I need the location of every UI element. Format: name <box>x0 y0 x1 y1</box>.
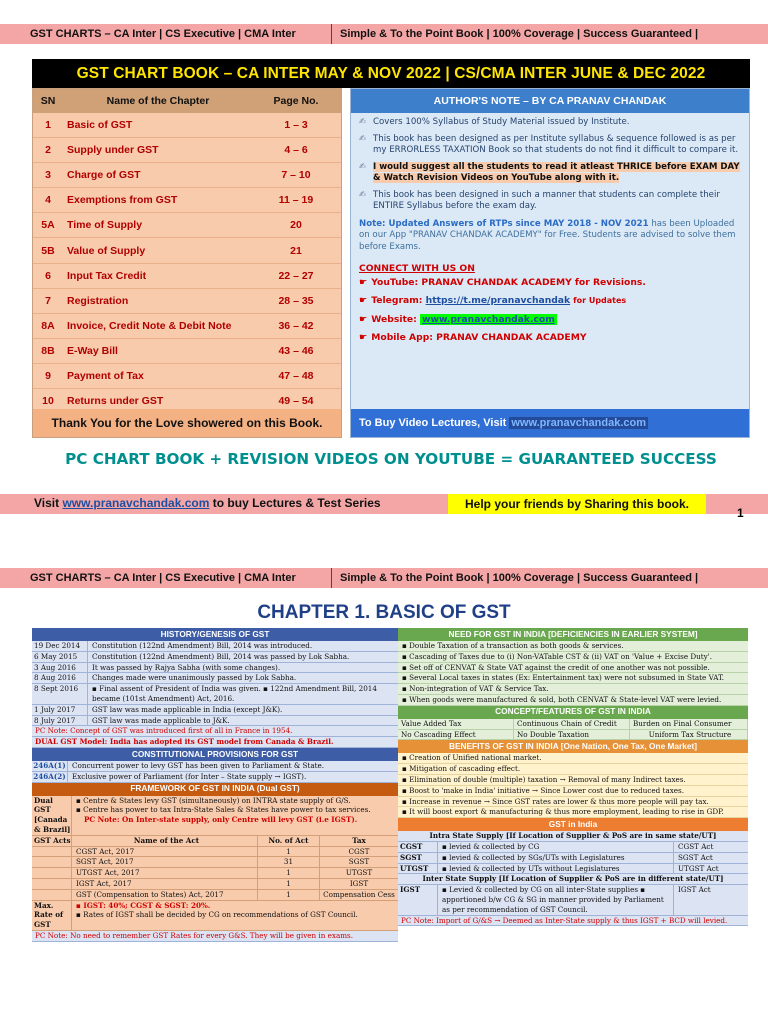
act-row <box>32 890 398 901</box>
history-text: Changes made were unanimously passed by Lok Sabha. <box>92 673 297 683</box>
website-link[interactable]: www.pranavchandak.com <box>421 313 555 325</box>
features-heading: CONCEPT/FEATURES OF GST IN INDIA <box>398 706 748 719</box>
need-point: ▪ Non-integration of VAT & Service Tax. <box>398 684 748 695</box>
toc-footer: Thank You for the Love showered on this Book. <box>33 409 341 437</box>
top-band-right: Simple & To the Point Book | 100% Coverage | Success Guaranteed | <box>340 28 699 40</box>
history-text: GST law was made applicable to J&K. <box>92 715 230 725</box>
history-date: 1 July 2017 <box>32 705 88 715</box>
chapter-sn: 9 <box>45 369 51 382</box>
act-tax: IGST <box>349 878 369 888</box>
chapter-page: 47 – 48 <box>278 369 314 382</box>
dual-gst-row: Dual GST [Canada & Brazil] ▪ Centre & States levy GST (simultaneously) on INTRA state supply of G/S. ▪ Centre has power to tax Intra-State Sales & States have power to tax services. PC Note: On Inter-state supply, only Centre will levy GST (i.e IGST). <box>32 796 398 836</box>
act-row <box>32 857 398 868</box>
benefit-point: ▪ Mitigation of cascading effect. <box>398 764 748 775</box>
hand-pointer-icon: ☛ <box>359 276 368 288</box>
benefit-point: ▪ Increase in revenue → Since GST rates are lower & thus more people will pay tax. <box>398 797 748 808</box>
author-note <box>350 88 750 438</box>
top-band <box>0 24 768 44</box>
history-rows <box>32 641 398 726</box>
intra-desc: ▪ levied & collected by SGs/UTs with Legislatures <box>438 853 674 863</box>
act-name: CGST Act, 2017 <box>72 847 258 857</box>
chapter-sn: 5B <box>41 244 55 257</box>
chapter-rows <box>33 113 341 414</box>
history-row <box>32 663 398 674</box>
chapter-row[interactable] <box>33 314 341 339</box>
header-page: Page No. <box>273 95 319 107</box>
france-note: PC Note: Concept of GST was introduced first of all in France in 1954. <box>32 726 398 737</box>
chapter-row[interactable] <box>33 113 341 138</box>
chapter-page: 43 – 46 <box>278 344 314 357</box>
buy-lectures-bar: To Buy Video Lectures, Visit www.pranavchandak.com <box>351 409 749 437</box>
chapter-name: Exemptions from GST <box>67 194 178 207</box>
pencil-icon: ✍ <box>359 161 367 172</box>
pencil-icon: ✍ <box>359 189 367 200</box>
history-row <box>32 705 398 716</box>
telegram-link[interactable]: https://t.me/pranavchandak <box>425 295 571 306</box>
benefit-point: ▪ It will boost export & manufacturing & thus more employment, leading to rise in GDP. <box>398 807 748 818</box>
chapter-name: Input Tax Credit <box>67 269 147 282</box>
history-text: It was passed by Rajya Sabha (with some changes). <box>92 662 281 672</box>
dual-gst-note: DUAL GST Model: India has adopted its GST model from Canada & Brazil. <box>32 737 398 748</box>
app-line: ☛ Mobile App: PRANAV CHANDAK ACADEMY <box>359 332 587 343</box>
history-row <box>32 652 398 663</box>
intra-act: CGST Act <box>678 841 714 851</box>
chapter-name: Invoice, Credit Note & Debit Note <box>67 319 232 332</box>
history-date: 8 July 2017 <box>32 716 88 726</box>
chapter-sn: 10 <box>42 395 54 408</box>
act-no: 1 <box>258 868 320 878</box>
chapter-row[interactable] <box>33 238 341 263</box>
intra-tax: CGST <box>398 842 438 852</box>
import-note: PC Note: Import of G/&S → Deemed as Inter-State supply & thus IGST + BCD will levied. <box>398 916 748 927</box>
hand-pointer-icon: ☛ <box>359 295 368 306</box>
chapter-name: Time of Supply <box>67 219 143 232</box>
footer-band: Visit www.pranavchandak.com to buy Lectures & Test Series Help your friends by Sharing this book. <box>0 494 768 514</box>
feature-row: No Cascading Effect No Double Taxation Uniform Tax Structure <box>398 730 748 741</box>
act-no: 1 <box>258 879 320 889</box>
acts-header: GST Acts Name of the Act No. of Act Tax <box>32 836 398 847</box>
chapter-row[interactable] <box>33 264 341 289</box>
top-band-page2: GST CHARTS – CA Inter | CS Executive | CMA Inter Simple & To the Point Book | 100% Coverage | Success Guaranteed | <box>0 568 768 588</box>
chapter-sn: 4 <box>45 194 51 207</box>
chapter-name: Charge of GST <box>67 169 141 182</box>
chapter-name: Supply under GST <box>67 144 159 157</box>
history-row <box>32 684 398 705</box>
chapter-page: 22 – 27 <box>278 269 314 282</box>
history-date: 6 May 2015 <box>32 652 88 662</box>
act-row <box>32 868 398 879</box>
chapter-sn: 8B <box>41 344 55 357</box>
chapter-row[interactable] <box>33 163 341 188</box>
chapter-name: E-Way Bill <box>67 344 118 357</box>
youtube-line[interactable]: ☛ YouTube: PRANAV CHANDAK ACADEMY for Revisions. <box>359 276 646 288</box>
chapter-row[interactable] <box>33 213 341 238</box>
chapter-name: Basic of GST <box>67 119 133 132</box>
act-tax: CGST <box>348 846 370 856</box>
author-point: This book has been designed as per Institute syllabus & sequence followed is as per my ERRORLESS TAXATION Book so that students do not find it difficult to compare it. <box>373 133 739 155</box>
need-point: ▪ Set off of CENVAT & State VAT against the credit of one another was not possible. <box>398 663 748 674</box>
history-date: 8 Aug 2016 <box>32 673 88 683</box>
footer-website-link[interactable]: www.pranavchandak.com <box>62 496 210 510</box>
chapter-sn: 7 <box>45 294 51 307</box>
history-heading: HISTORY/GENESIS OF GST <box>32 628 398 641</box>
act-row <box>32 847 398 858</box>
history-text: Constitution (122nd Amendment) Bill, 2014 was introduced. <box>92 641 313 650</box>
constitutional-heading: CONSTITUTIONAL PROVISIONS FOR GST <box>32 748 398 761</box>
telegram-line: ☛ Telegram: https://t.me/pranavchandak for Updates <box>359 295 627 306</box>
history-text: Constitution (122nd Amendment) Bill, 2014 was passed by Lok Sabha. <box>92 651 350 661</box>
act-name: SGST Act, 2017 <box>72 857 258 867</box>
rtp-note: Note: Updated Answers of RTPs since MAY 2018 - NOV 2021 has been Uploaded on our App "PRANAV CHANDAK ACADEMY" for Free. Students are advised to solve them before Exams. <box>359 218 736 252</box>
hand-pointer-icon: ☛ <box>359 313 368 325</box>
history-text: GST law was made applicable in India (except J&K). <box>92 704 283 714</box>
inter-state-heading: Inter State Supply [If Location of Supplier & PoS are in different state/UT] <box>398 874 748 885</box>
right-panel <box>398 628 748 926</box>
intra-act: UTGST Act <box>678 863 719 873</box>
intra-desc: ▪ levied & collected by UTs without Legislatures <box>438 864 674 874</box>
need-point: ▪ When goods were manufactured & sold, both CENVAT & State-level VAT were levied. <box>398 695 748 706</box>
act-no: 31 <box>258 857 320 867</box>
chapter-page: 49 – 54 <box>278 395 314 408</box>
history-row <box>32 716 398 727</box>
intra-tax: SGST <box>398 853 438 863</box>
intra-desc: ▪ levied & collected by CG <box>438 842 674 852</box>
article-row: 246A(1) Concurrent power to levy GST has been given to Parliament & State. <box>32 761 398 772</box>
chapter-page: 1 – 3 <box>284 119 308 132</box>
author-point: I would suggest all the students to read it atleast THRICE before EXAM DAY & Watch Revision Videos on YouTube along with it. <box>373 161 740 183</box>
benefit-point: ▪ Elimination of double (multiple) taxation → Removal of many Indirect taxes. <box>398 775 748 786</box>
slogan: PC CHART BOOK + REVISION VIDEOS ON YOUTUBE = GUARANTEED SUCCESS <box>65 450 717 468</box>
author-heading: AUTHOR'S NOTE – BY CA PRANAV CHANDAK <box>351 89 749 113</box>
history-date: 3 Aug 2016 <box>32 663 88 673</box>
act-tax: SGST <box>348 857 370 867</box>
chapter-name: Returns under GST <box>67 395 164 408</box>
igst-row: IGST ▪ Levied & collected by CG on all inter-State supplies ▪ apportioned b/w CG & SG in manner provided by Parliament as per recommendation of GST Council. IGST Act <box>398 885 748 915</box>
chapter-sn: 6 <box>45 269 51 282</box>
feature-row: Value Added Tax Continuous Chain of Credit Burden on Final Consumer <box>398 719 748 730</box>
benefit-point: ▪ Creation of Unified national market. <box>398 753 748 764</box>
history-date: 19 Dec 2014 <box>32 641 88 651</box>
chapter-page: 4 – 6 <box>284 144 308 157</box>
history-date: 8 Sept 2016 <box>32 684 88 704</box>
author-point: This book has been designed in such a manner that students can complete their ENTIRE Syllabus before the exam day. <box>373 189 720 211</box>
header-name: Name of the Chapter <box>106 95 210 107</box>
chapter-sn: 3 <box>45 169 51 182</box>
need-point: ▪ Double Taxation of a transaction as both goods & services. <box>398 641 748 652</box>
share-banner: Help your friends by Sharing this book. <box>448 494 706 514</box>
history-text: ▪ Final assent of President of India was given. ▪ 122nd Amendment Bill, 2014 became (101st Amendment) Act, 2016. <box>92 684 377 703</box>
history-row <box>32 673 398 684</box>
chapter-name: Registration <box>67 294 129 307</box>
chapter-sn: 1 <box>45 119 51 132</box>
intra-row <box>398 864 748 875</box>
act-name: IGST Act, 2017 <box>72 879 258 889</box>
chapter-page: 7 – 10 <box>281 169 311 182</box>
header-sn: SN <box>40 95 56 107</box>
buy-lectures-link[interactable]: www.pranavchandak.com <box>511 417 647 429</box>
need-point: ▪ Cascading of Taxes due to (i) Non-VATable CST & (ii) VAT on 'Value + Excise Duty'. <box>398 652 748 663</box>
chapter-row[interactable] <box>33 364 341 389</box>
rates-note: PC Note: No need to remember GST Rates for every G&S. They will be given in exams. <box>32 931 398 942</box>
left-panel <box>32 628 398 942</box>
chapter-row[interactable] <box>33 339 341 364</box>
act-name: UTGST Act, 2017 <box>72 868 258 878</box>
chapter-row[interactable] <box>33 289 341 314</box>
intra-act: SGST Act <box>678 852 713 862</box>
benefits-heading: BENEFITS OF GST IN INDIA [One Nation, One Tax, One Market] <box>398 740 748 753</box>
top-band-left: GST CHARTS – CA Inter | CS Executive | CMA Inter <box>0 24 332 44</box>
gst-in-india-heading: GST in India <box>398 818 748 831</box>
chapter-row[interactable] <box>33 188 341 213</box>
act-tax: Compensation Cess <box>323 889 395 899</box>
benefit-point: ▪ Boost to 'make in India' initiative → Since Lower cost due to reduced taxes. <box>398 786 748 797</box>
act-name: GST (Compensation to States) Act, 2017 <box>72 890 258 900</box>
history-row <box>32 641 398 652</box>
connect-heading: CONNECT WITH US ON <box>359 263 475 274</box>
chapter-table-header <box>33 89 341 113</box>
pencil-icon: ✍ <box>359 133 367 144</box>
chapter-name: Value of Supply <box>67 244 146 257</box>
need-point: ▪ Several Local taxes in states (Ex: Entertainment tax) were not subsumed in State VAT. <box>398 673 748 684</box>
framework-heading: FRAMEWORK OF GST IN INDIA (Dual GST) <box>32 783 398 796</box>
page-number: 1 <box>737 506 744 520</box>
intra-tax: UTGST <box>398 864 438 874</box>
chapter-title: CHAPTER 1. BASIC OF GST <box>257 602 511 623</box>
chapter-page: 11 – 19 <box>278 194 314 207</box>
chapter-name: Payment of Tax <box>67 369 144 382</box>
page-title: GST CHART BOOK – CA INTER MAY & NOV 2022 | CS/CMA INTER JUNE & DEC 2022 <box>32 59 750 88</box>
act-no: 1 <box>258 847 320 857</box>
author-point: Covers 100% Syllabus of Study Material issued by Institute. <box>373 117 630 127</box>
chapter-sn: 2 <box>45 144 51 157</box>
chapter-page: 36 – 42 <box>278 319 314 332</box>
act-row <box>32 879 398 890</box>
chapter-page: 20 <box>290 219 302 232</box>
chapter-row[interactable] <box>33 138 341 163</box>
pencil-icon: ✍ <box>359 117 367 127</box>
act-tax: UTGST <box>345 868 373 878</box>
chapter-page: 28 – 35 <box>278 294 314 307</box>
max-rate-row: Max. Rate of GST ▪ IGST: 40%; CGST & SGST: 20%. ▪ Rates of IGST shall be decided by CG on recommendations of GST Council. <box>32 901 398 931</box>
article-row: 246A(2) Exclusive power of Parliament (for Inter – State supply → IGST). <box>32 772 398 783</box>
chapter-sn: 8A <box>41 319 55 332</box>
intra-row <box>398 853 748 864</box>
chapter-page: 21 <box>290 244 302 257</box>
intra-row <box>398 842 748 853</box>
intra-state-heading: Intra State Supply [If Location of Supplier & PoS are in same state/UT] <box>398 831 748 842</box>
website-line: ☛ Website: www.pranavchandak.com <box>359 313 555 325</box>
hand-pointer-icon: ☛ <box>359 332 368 343</box>
chapter-table <box>32 88 342 438</box>
need-heading: NEED FOR GST IN INDIA [DEFICIENCIES IN EARLIER SYSTEM] <box>398 628 748 641</box>
chapter-sn: 5A <box>41 219 55 232</box>
act-no: 1 <box>258 890 320 900</box>
